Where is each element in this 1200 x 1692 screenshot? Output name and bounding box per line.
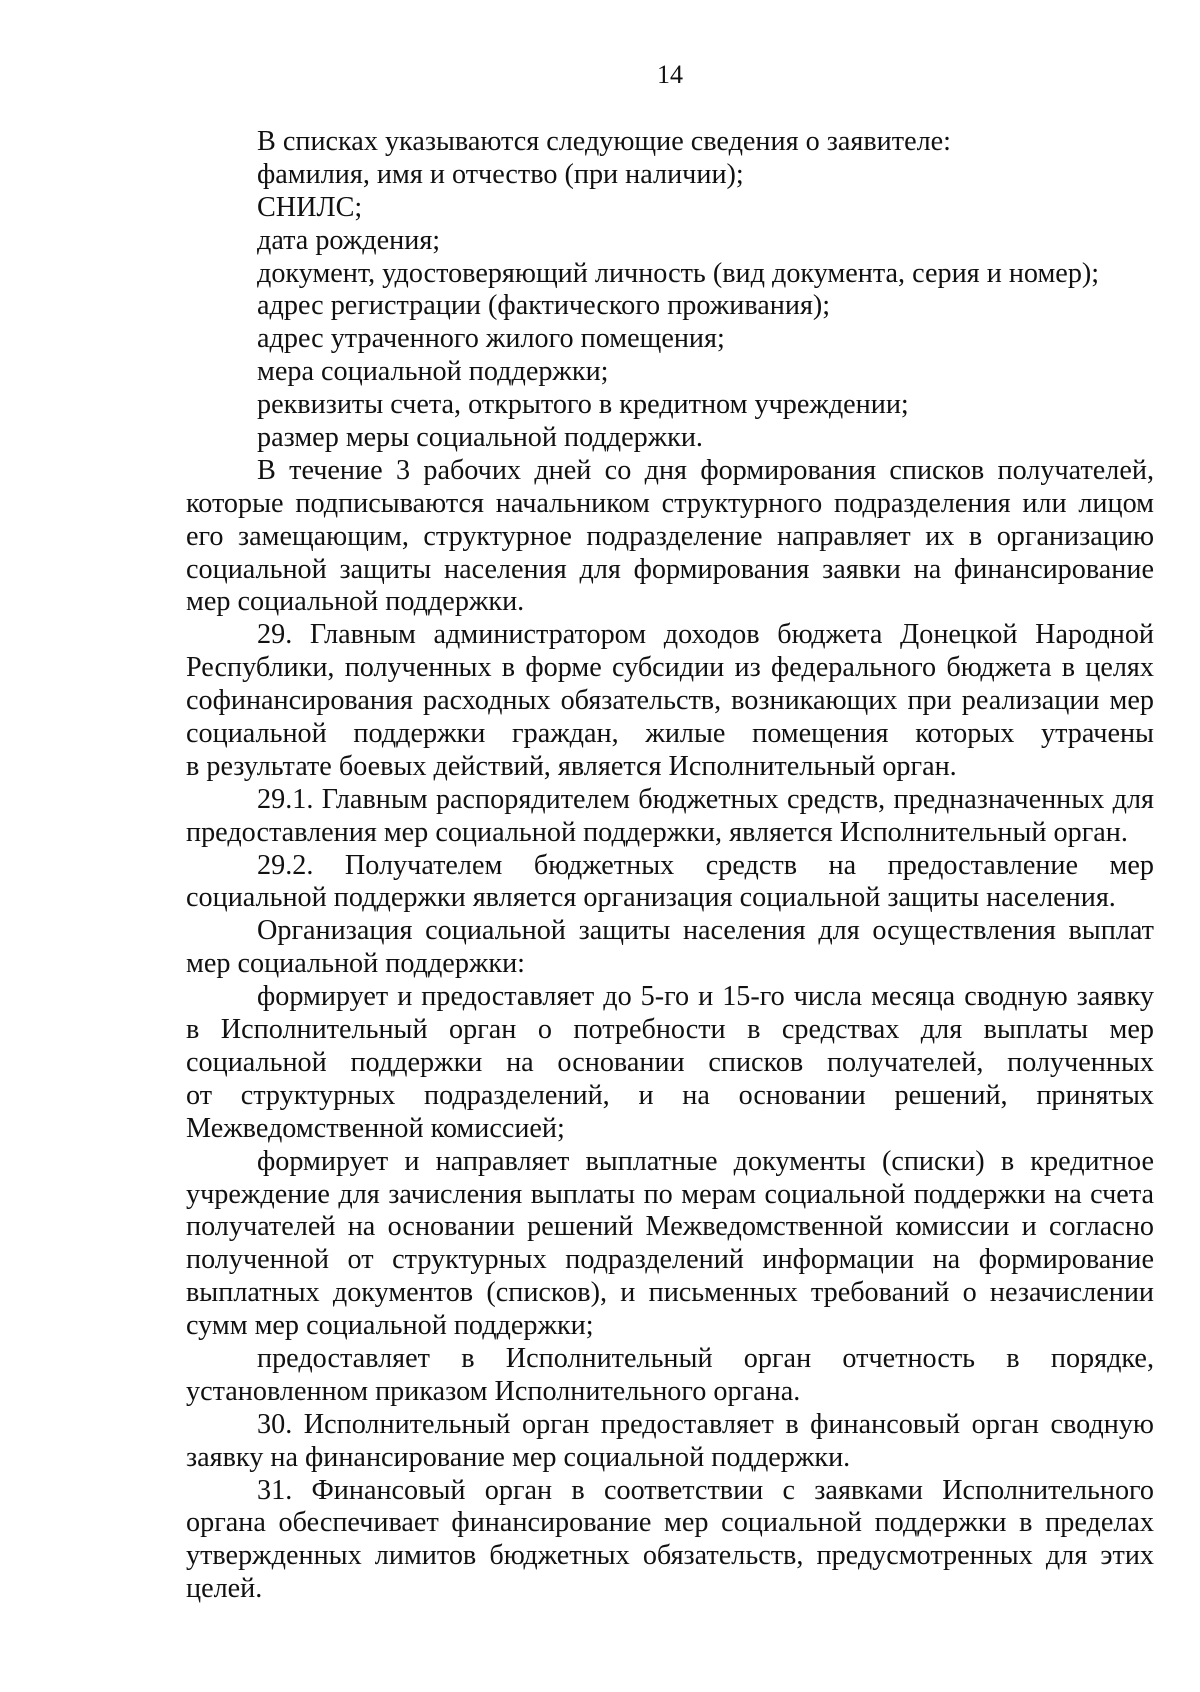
text-line: получателей на основании решений Межведомственной комиссии и согласно — [186, 1211, 1154, 1243]
text-line: 31. Финансовый орган в соответствии с заявками Исполнительного — [257, 1474, 1154, 1506]
text-line: адрес утраченного жилого помещения; — [257, 323, 725, 355]
text-line: размер меры социальной поддержки. — [257, 422, 703, 454]
text-line: заявку на финансирование мер социальной поддержки. — [186, 1441, 851, 1473]
text-line: предоставления мер социальной поддержки, является Исполнительный орган. — [186, 816, 1128, 848]
text-line: его замещающим, структурное подразделение направляет их в организацию — [186, 520, 1154, 552]
text-line: органа обеспечивает финансирование мер социальной поддержки в пределах — [186, 1507, 1154, 1539]
page-number: 14 — [657, 60, 683, 89]
text-line: социальной поддержки является организация социальной защиты населения. — [186, 882, 1116, 914]
text-line: 29.2. Получателем бюджетных средств на предоставление мер — [257, 849, 1154, 881]
text-line: целей. — [186, 1573, 263, 1605]
text-line: адрес регистрации (фактического проживания); — [257, 290, 831, 322]
text-line: фамилия, имя и отчество (при наличии); — [257, 158, 744, 190]
text-line: утвержденных лимитов бюджетных обязательств, предусмотренных для этих — [186, 1540, 1154, 1572]
text-line: в результате боевых действий, является Исполнительный орган. — [186, 750, 957, 782]
text-line: сумм мер социальной поддержки; — [186, 1310, 594, 1342]
text-line: Республики, полученных в форме субсидии из федерального бюджета в целях — [186, 652, 1154, 684]
text-line: реквизиты счета, открытого в кредитном учреждении; — [257, 389, 909, 421]
text-line: социальной поддержки граждан, жилые помещения которых утрачены — [186, 718, 1154, 750]
text-line: полученной от структурных подразделений информации на формирование — [186, 1244, 1154, 1276]
text-line: мера социальной поддержки; — [257, 356, 609, 388]
text-line: формирует и направляет выплатные документы (списки) в кредитное — [257, 1145, 1154, 1177]
text-line: софинансирования расходных обязательств, возникающих при реализации мер — [186, 685, 1154, 717]
text-line: мер социальной поддержки: — [186, 948, 525, 980]
text-line: 29. Главным администратором доходов бюджета Донецкой Народной — [257, 619, 1154, 651]
text-line: 29.1. Главным распорядителем бюджетных средств, предназначенных для — [257, 783, 1154, 815]
text-line: формирует и предоставляет до 5-го и 15-го числа месяца сводную заявку — [257, 981, 1154, 1013]
text-line: установленном приказом Исполнительного органа. — [186, 1375, 801, 1407]
text-line: учреждение для зачисления выплаты по мерам социальной поддержки на счета — [186, 1178, 1154, 1210]
document-body — [186, 126, 1154, 1606]
text-line: Межведомственной комиссией; — [186, 1112, 565, 1144]
text-line: В списках указываются следующие сведения о заявителе: — [257, 126, 951, 157]
text-line: от структурных подразделений, и на основании решений, принятых — [186, 1079, 1154, 1111]
text-line: мер социальной поддержки. — [186, 586, 525, 618]
text-line: 30. Исполнительный орган предоставляет в финансовый орган сводную — [257, 1408, 1154, 1440]
text-line: Организация социальной защиты населения для осуществления выплат — [257, 915, 1154, 947]
text-line: выплатных документов (списков), и письменных требований о незачислении — [186, 1277, 1154, 1309]
text-line: предоставляет в Исполнительный орган отчетность в порядке, — [257, 1342, 1154, 1374]
text-line: документ, удостоверяющий личность (вид документа, серия и номер); — [257, 257, 1100, 289]
text-line: В течение 3 рабочих дней со дня формирования списков получателей, — [257, 454, 1154, 486]
text-line: социальной защиты населения для формирования заявки на финансирование — [186, 553, 1154, 585]
text-line: в Исполнительный орган о потребности в средствах для выплаты мер — [186, 1014, 1154, 1046]
text-line: которые подписываются начальником структурного подразделения или лицом — [186, 487, 1154, 519]
text-line: социальной поддержки на основании списков получателей, полученных — [186, 1046, 1154, 1078]
text-line: дата рождения; — [257, 224, 441, 256]
text-line: СНИЛС; — [257, 191, 363, 223]
